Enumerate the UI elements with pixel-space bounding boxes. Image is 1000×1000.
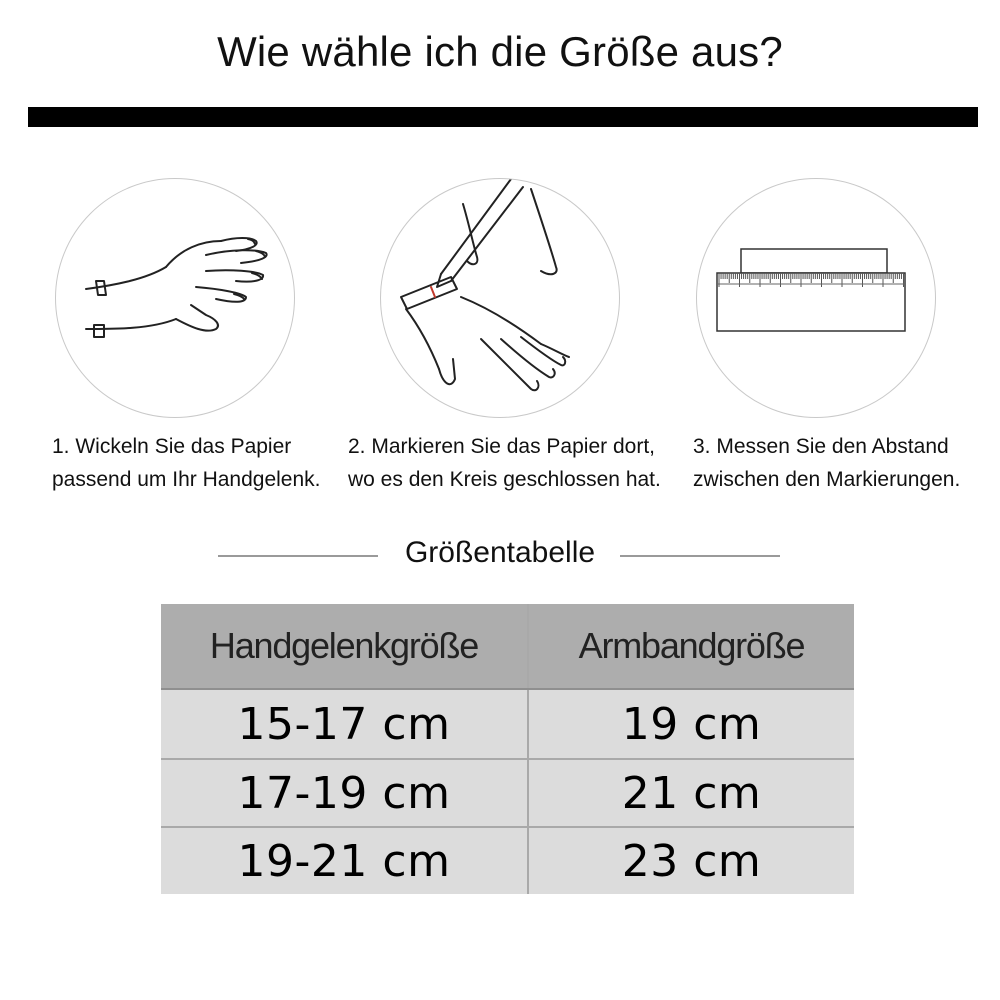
size-table-title: Größentabelle (404, 536, 596, 569)
table-column-divider (527, 604, 529, 894)
page-title: Wie wähle ich die Größe aus? (217, 28, 783, 75)
table-row-1-bracelet: 19 cm (529, 690, 854, 758)
step-1-text (52, 430, 321, 496)
step-1-illustration (55, 178, 295, 418)
step-1-line-2: passend um Ihr Handgelenk. (52, 468, 321, 491)
table-row-3-bracelet: 23 cm (529, 828, 854, 894)
step-2-text (348, 430, 661, 496)
table-row-divider (161, 826, 854, 828)
step-3-text (693, 430, 960, 496)
title-bar-divider (28, 107, 978, 127)
table-row-2-bracelet: 21 cm (529, 760, 854, 826)
step-2-illustration (380, 178, 620, 418)
table-row-2-wrist: 17-19 cm (161, 760, 527, 826)
section-rule-right (620, 555, 780, 557)
hand-wrapping-paper-icon (56, 179, 294, 417)
header-bracelet-size: Armbandgröße (529, 604, 854, 688)
step-2-line-1: 2. Markieren Sie das Papier dort, (348, 435, 655, 458)
table-header-divider (161, 688, 854, 690)
step-2-line-2: wo es den Kreis geschlossen hat. (348, 468, 661, 491)
table-row-3-wrist: 19-21 cm (161, 828, 527, 894)
size-table (161, 604, 854, 894)
step-1-line-1: 1. Wickeln Sie das Papier (52, 435, 292, 458)
table-row-divider (161, 758, 854, 760)
table-row-1-wrist: 15-17 cm (161, 690, 527, 758)
ruler-measure-icon (697, 179, 935, 417)
step-3-illustration (696, 178, 936, 418)
step-3-line-1: 3. Messen Sie den Abstand (693, 435, 949, 458)
hand-marking-pen-icon (381, 179, 619, 417)
header-wrist-size: Handgelenkgröße (161, 604, 527, 688)
step-3-line-2: zwischen den Markierungen. (693, 468, 961, 491)
